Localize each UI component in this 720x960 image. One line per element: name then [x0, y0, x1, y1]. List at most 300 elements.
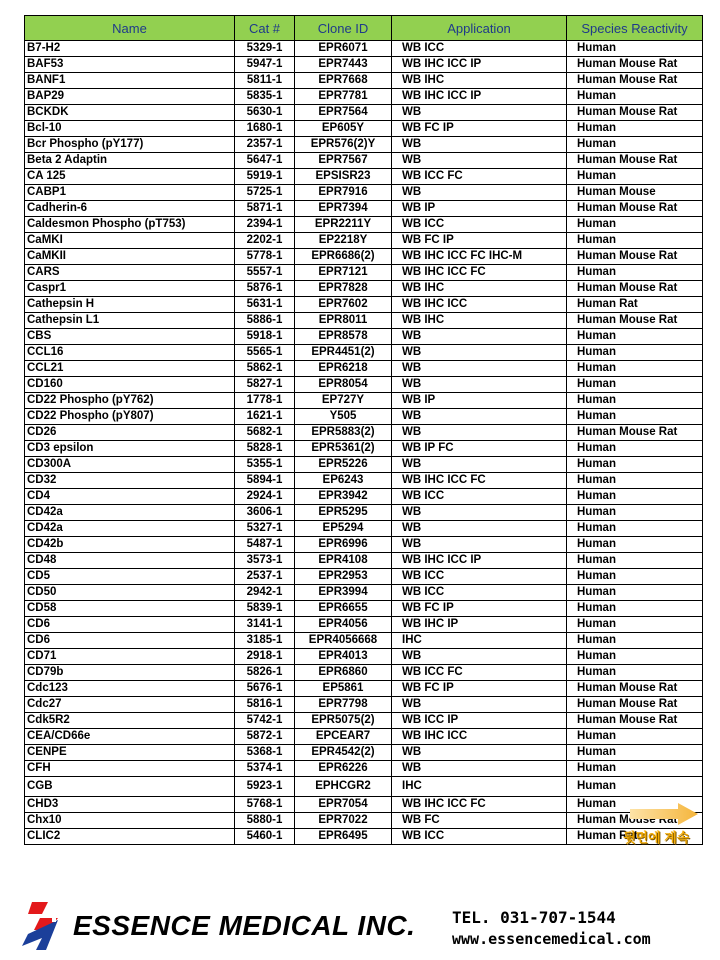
table-row: [25, 313, 703, 329]
species-reactivity-cell: Human: [567, 797, 703, 813]
product-name-cell: CD42b: [25, 537, 235, 553]
application-cell: WB ICC IP: [392, 713, 567, 729]
table-row: [25, 121, 703, 137]
clone-id-cell: EPR7567: [295, 153, 392, 169]
clone-id-cell: EPR6071: [295, 41, 392, 57]
table-row: [25, 713, 703, 729]
clone-id-cell: EPR8054: [295, 377, 392, 393]
cat-number-cell: 3141-1: [235, 617, 295, 633]
application-cell: WB: [392, 457, 567, 473]
product-name-cell: CD22 Phospho (pY807): [25, 409, 235, 425]
clone-id-cell: EPR6996: [295, 537, 392, 553]
clone-id-cell: EP605Y: [295, 121, 392, 137]
clone-id-cell: EPCEAR7: [295, 729, 392, 745]
cat-number-cell: 2202-1: [235, 233, 295, 249]
species-reactivity-cell: Human Mouse Rat: [567, 313, 703, 329]
product-name-cell: Bcr Phospho (pY177): [25, 137, 235, 153]
cat-number-cell: 5676-1: [235, 681, 295, 697]
table-row: [25, 649, 703, 665]
product-name-cell: BAP29: [25, 89, 235, 105]
product-name-cell: CD4: [25, 489, 235, 505]
species-reactivity-cell: Human Rat: [567, 829, 703, 845]
species-reactivity-cell: Human: [567, 633, 703, 649]
table-row: [25, 585, 703, 601]
cat-number-cell: 5557-1: [235, 265, 295, 281]
product-table-container: [24, 15, 702, 845]
cat-number-cell: 5827-1: [235, 377, 295, 393]
product-name-cell: CD48: [25, 553, 235, 569]
species-reactivity-cell: Human: [567, 473, 703, 489]
application-cell: WB IHC ICC FC: [392, 265, 567, 281]
species-reactivity-cell: Human Mouse Rat: [567, 201, 703, 217]
table-row: [25, 329, 703, 345]
application-cell: WB IHC ICC IP: [392, 57, 567, 73]
clone-id-cell: EPR5361(2): [295, 441, 392, 457]
species-reactivity-cell: Human Mouse Rat: [567, 281, 703, 297]
application-cell: WB FC IP: [392, 233, 567, 249]
application-cell: WB: [392, 649, 567, 665]
species-reactivity-cell: Human: [567, 89, 703, 105]
application-cell: WB ICC: [392, 569, 567, 585]
product-name-cell: BANF1: [25, 73, 235, 89]
species-reactivity-cell: Human: [567, 489, 703, 505]
table-row: [25, 153, 703, 169]
table-row: [25, 761, 703, 777]
product-name-cell: CaMKI: [25, 233, 235, 249]
cat-number-cell: 5894-1: [235, 473, 295, 489]
header-name: Name: [25, 16, 235, 41]
table-row: [25, 393, 703, 409]
product-name-cell: Beta 2 Adaptin: [25, 153, 235, 169]
species-reactivity-cell: Human: [567, 345, 703, 361]
product-name-cell: CBS: [25, 329, 235, 345]
clone-id-cell: EPR6218: [295, 361, 392, 377]
application-cell: WB ICC: [392, 829, 567, 845]
product-name-cell: Cadherin-6: [25, 201, 235, 217]
table-row: [25, 617, 703, 633]
product-name-cell: Caspr1: [25, 281, 235, 297]
cat-number-cell: 1621-1: [235, 409, 295, 425]
table-row: [25, 361, 703, 377]
cat-number-cell: 5839-1: [235, 601, 295, 617]
table-row: [25, 377, 703, 393]
header-species-reactivity: Species Reactivity: [567, 16, 703, 41]
species-reactivity-cell: Human: [567, 521, 703, 537]
application-cell: WB: [392, 153, 567, 169]
species-reactivity-cell: Human: [567, 137, 703, 153]
species-reactivity-cell: Human Mouse: [567, 185, 703, 201]
clone-id-cell: Y505: [295, 409, 392, 425]
table-row: [25, 57, 703, 73]
cat-number-cell: 5886-1: [235, 313, 295, 329]
table-row: [25, 553, 703, 569]
cat-number-cell: 5565-1: [235, 345, 295, 361]
cat-number-cell: 5460-1: [235, 829, 295, 845]
application-cell: WB: [392, 409, 567, 425]
clone-id-cell: EPR7916: [295, 185, 392, 201]
product-name-cell: Cdk5R2: [25, 713, 235, 729]
application-cell: WB IHC: [392, 281, 567, 297]
species-reactivity-cell: Human: [567, 329, 703, 345]
cat-number-cell: 5778-1: [235, 249, 295, 265]
species-reactivity-cell: Human: [567, 505, 703, 521]
application-cell: WB: [392, 185, 567, 201]
clone-id-cell: EP5861: [295, 681, 392, 697]
product-name-cell: Cdc123: [25, 681, 235, 697]
table-row: [25, 777, 703, 797]
application-cell: WB: [392, 761, 567, 777]
cat-number-cell: 3573-1: [235, 553, 295, 569]
cat-number-cell: 5835-1: [235, 89, 295, 105]
application-cell: WB: [392, 137, 567, 153]
table-row: [25, 345, 703, 361]
cat-number-cell: 5329-1: [235, 41, 295, 57]
cat-number-cell: 5725-1: [235, 185, 295, 201]
product-name-cell: CABP1: [25, 185, 235, 201]
cat-number-cell: 5742-1: [235, 713, 295, 729]
product-name-cell: Caldesmon Phospho (pT753): [25, 217, 235, 233]
table-row: [25, 697, 703, 713]
cat-number-cell: 5768-1: [235, 797, 295, 813]
header-application: Application: [392, 16, 567, 41]
application-cell: WB IHC ICC FC IHC-M: [392, 249, 567, 265]
clone-id-cell: EPR7394: [295, 201, 392, 217]
application-cell: WB ICC: [392, 217, 567, 233]
product-name-cell: Cathepsin H: [25, 297, 235, 313]
cat-number-cell: 5374-1: [235, 761, 295, 777]
cat-number-cell: 5811-1: [235, 73, 295, 89]
application-cell: WB: [392, 537, 567, 553]
application-cell: WB IP: [392, 201, 567, 217]
species-reactivity-cell: Human: [567, 377, 703, 393]
table-row: [25, 457, 703, 473]
application-cell: WB IHC IP: [392, 617, 567, 633]
product-name-cell: CD71: [25, 649, 235, 665]
website-url: www.essencemedical.com: [452, 930, 651, 948]
species-reactivity-cell: Human: [567, 665, 703, 681]
product-name-cell: CD6: [25, 617, 235, 633]
clone-id-cell: EPR7022: [295, 813, 392, 829]
table-row: [25, 729, 703, 745]
species-reactivity-cell: Human Mouse Rat: [567, 813, 703, 829]
species-reactivity-cell: Human Mouse Rat: [567, 425, 703, 441]
cat-number-cell: 5872-1: [235, 729, 295, 745]
telephone-number: TEL. 031-707-1544: [452, 908, 616, 927]
application-cell: WB IHC ICC: [392, 297, 567, 313]
table-row: [25, 813, 703, 829]
species-reactivity-cell: Human: [567, 265, 703, 281]
table-body: [25, 41, 703, 845]
table-row: [25, 521, 703, 537]
table-row: [25, 633, 703, 649]
cat-number-cell: 2942-1: [235, 585, 295, 601]
species-reactivity-cell: Human: [567, 729, 703, 745]
product-name-cell: Chx10: [25, 813, 235, 829]
product-name-cell: CD160: [25, 377, 235, 393]
clone-id-cell: EPR3994: [295, 585, 392, 601]
application-cell: WB FC IP: [392, 681, 567, 697]
table-row: [25, 569, 703, 585]
product-name-cell: CD32: [25, 473, 235, 489]
clone-id-cell: EPR6655: [295, 601, 392, 617]
clone-id-cell: EPR7668: [295, 73, 392, 89]
table-row: [25, 249, 703, 265]
clone-id-cell: EPR5883(2): [295, 425, 392, 441]
cat-number-cell: 5630-1: [235, 105, 295, 121]
product-name-cell: CFH: [25, 761, 235, 777]
product-name-cell: CGB: [25, 777, 235, 797]
company-name: ESSENCE MEDICAL INC.: [73, 910, 416, 941]
cat-number-cell: 2357-1: [235, 137, 295, 153]
table-row: [25, 265, 703, 281]
clone-id-cell: EPSISR23: [295, 169, 392, 185]
cat-number-cell: 5487-1: [235, 537, 295, 553]
application-cell: WB: [392, 425, 567, 441]
product-name-cell: Cathepsin L1: [25, 313, 235, 329]
table-row: [25, 169, 703, 185]
clone-id-cell: EPR8011: [295, 313, 392, 329]
clone-id-cell: EPR7798: [295, 697, 392, 713]
table-row: [25, 681, 703, 697]
species-reactivity-cell: Human Mouse Rat: [567, 697, 703, 713]
product-name-cell: CEA/CD66e: [25, 729, 235, 745]
application-cell: WB IHC ICC FC: [392, 797, 567, 813]
product-name-cell: Bcl-10: [25, 121, 235, 137]
antibody-product-table: [24, 15, 703, 845]
application-cell: IHC: [392, 777, 567, 797]
table-row: [25, 137, 703, 153]
species-reactivity-cell: Human: [567, 761, 703, 777]
species-reactivity-cell: Human Mouse Rat: [567, 105, 703, 121]
product-name-cell: CD50: [25, 585, 235, 601]
cat-number-cell: 5816-1: [235, 697, 295, 713]
cat-number-cell: 5919-1: [235, 169, 295, 185]
product-name-cell: CENPE: [25, 745, 235, 761]
footer: [0, 896, 720, 960]
clone-id-cell: EPR7054: [295, 797, 392, 813]
cat-number-cell: 1778-1: [235, 393, 295, 409]
cat-number-cell: 2537-1: [235, 569, 295, 585]
table-row: [25, 233, 703, 249]
application-cell: WB FC IP: [392, 121, 567, 137]
species-reactivity-cell: Human: [567, 217, 703, 233]
cat-number-cell: 5828-1: [235, 441, 295, 457]
table-row: [25, 441, 703, 457]
clone-id-cell: EPR4013: [295, 649, 392, 665]
clone-id-cell: EP2218Y: [295, 233, 392, 249]
species-reactivity-cell: Human: [567, 393, 703, 409]
application-cell: WB FC: [392, 813, 567, 829]
cat-number-cell: 5682-1: [235, 425, 295, 441]
species-reactivity-cell: Human Mouse Rat: [567, 57, 703, 73]
product-name-cell: CLIC2: [25, 829, 235, 845]
application-cell: WB ICC FC: [392, 665, 567, 681]
species-reactivity-cell: Human: [567, 233, 703, 249]
cat-number-cell: 5880-1: [235, 813, 295, 829]
application-cell: WB: [392, 345, 567, 361]
table-row: [25, 41, 703, 57]
application-cell: WB IP FC: [392, 441, 567, 457]
application-cell: WB FC IP: [392, 601, 567, 617]
table-row: [25, 505, 703, 521]
species-reactivity-cell: Human: [567, 617, 703, 633]
species-reactivity-cell: Human: [567, 169, 703, 185]
species-reactivity-cell: Human: [567, 649, 703, 665]
table-row: [25, 89, 703, 105]
application-cell: WB IP: [392, 393, 567, 409]
species-reactivity-cell: Human Rat: [567, 297, 703, 313]
table-row: [25, 201, 703, 217]
product-name-cell: CD3 epsilon: [25, 441, 235, 457]
species-reactivity-cell: Human: [567, 569, 703, 585]
species-reactivity-cell: Human Mouse Rat: [567, 73, 703, 89]
species-reactivity-cell: Human Mouse Rat: [567, 713, 703, 729]
clone-id-cell: EPR3942: [295, 489, 392, 505]
cat-number-cell: 5368-1: [235, 745, 295, 761]
application-cell: WB: [392, 521, 567, 537]
species-reactivity-cell: Human: [567, 537, 703, 553]
continued-on-back-note: 뒷면에 계속: [623, 830, 690, 845]
product-name-cell: CD42a: [25, 521, 235, 537]
application-cell: WB ICC: [392, 41, 567, 57]
application-cell: WB ICC FC: [392, 169, 567, 185]
cat-number-cell: 5923-1: [235, 777, 295, 797]
product-name-cell: CD22 Phospho (pY762): [25, 393, 235, 409]
cat-number-cell: 5826-1: [235, 665, 295, 681]
clone-id-cell: EPR6495: [295, 829, 392, 845]
species-reactivity-cell: Human: [567, 361, 703, 377]
species-reactivity-cell: Human Mouse Rat: [567, 681, 703, 697]
clone-id-cell: EP727Y: [295, 393, 392, 409]
cat-number-cell: 1680-1: [235, 121, 295, 137]
application-cell: WB: [392, 745, 567, 761]
cat-number-cell: 5355-1: [235, 457, 295, 473]
application-cell: WB ICC: [392, 585, 567, 601]
species-reactivity-cell: Human: [567, 41, 703, 57]
clone-id-cell: EPR7121: [295, 265, 392, 281]
clone-id-cell: EPR5226: [295, 457, 392, 473]
company-logo-icon: [18, 900, 78, 952]
product-name-cell: B7-H2: [25, 41, 235, 57]
product-name-cell: CD42a: [25, 505, 235, 521]
application-cell: WB IHC: [392, 73, 567, 89]
product-name-cell: CaMKII: [25, 249, 235, 265]
clone-id-cell: EP6243: [295, 473, 392, 489]
cat-number-cell: 5871-1: [235, 201, 295, 217]
clone-id-cell: EPR4451(2): [295, 345, 392, 361]
application-cell: WB IHC ICC: [392, 729, 567, 745]
species-reactivity-cell: Human: [567, 585, 703, 601]
application-cell: WB IHC ICC IP: [392, 89, 567, 105]
cat-number-cell: 5862-1: [235, 361, 295, 377]
cat-number-cell: 5647-1: [235, 153, 295, 169]
product-name-cell: CCL16: [25, 345, 235, 361]
product-name-cell: CD26: [25, 425, 235, 441]
header-clone-id: Clone ID: [295, 16, 392, 41]
cat-number-cell: 5876-1: [235, 281, 295, 297]
species-reactivity-cell: Human Mouse Rat: [567, 249, 703, 265]
clone-id-cell: EPR6860: [295, 665, 392, 681]
table-row: [25, 473, 703, 489]
table-row: [25, 425, 703, 441]
product-name-cell: CARS: [25, 265, 235, 281]
table-row: [25, 185, 703, 201]
species-reactivity-cell: Human: [567, 121, 703, 137]
cat-number-cell: 2918-1: [235, 649, 295, 665]
species-reactivity-cell: Human: [567, 441, 703, 457]
product-name-cell: CD5: [25, 569, 235, 585]
clone-id-cell: EPR7564: [295, 105, 392, 121]
table-row: [25, 489, 703, 505]
product-name-cell: CHD3: [25, 797, 235, 813]
clone-id-cell: EPR576(2)Y: [295, 137, 392, 153]
clone-id-cell: EPR8578: [295, 329, 392, 345]
table-row: [25, 281, 703, 297]
cat-number-cell: 5327-1: [235, 521, 295, 537]
table-header-row: [25, 16, 703, 41]
clone-id-cell: EPR4108: [295, 553, 392, 569]
cat-number-cell: 5918-1: [235, 329, 295, 345]
species-reactivity-cell: Human: [567, 409, 703, 425]
clone-id-cell: EP5294: [295, 521, 392, 537]
application-cell: WB: [392, 361, 567, 377]
table-row: [25, 829, 703, 845]
clone-id-cell: EPR5075(2): [295, 713, 392, 729]
clone-id-cell: EPR2953: [295, 569, 392, 585]
application-cell: WB: [392, 697, 567, 713]
application-cell: WB: [392, 329, 567, 345]
cat-number-cell: 3185-1: [235, 633, 295, 649]
cat-number-cell: 5947-1: [235, 57, 295, 73]
species-reactivity-cell: Human: [567, 745, 703, 761]
table-row: [25, 665, 703, 681]
product-name-cell: Cdc27: [25, 697, 235, 713]
application-cell: IHC: [392, 633, 567, 649]
table-row: [25, 409, 703, 425]
table-row: [25, 73, 703, 89]
clone-id-cell: EPR2211Y: [295, 217, 392, 233]
table-row: [25, 797, 703, 813]
product-name-cell: CD79b: [25, 665, 235, 681]
clone-id-cell: EPR4542(2): [295, 745, 392, 761]
species-reactivity-cell: Human: [567, 777, 703, 797]
cat-number-cell: 2924-1: [235, 489, 295, 505]
cat-number-cell: 3606-1: [235, 505, 295, 521]
clone-id-cell: EPR6686(2): [295, 249, 392, 265]
clone-id-cell: EPR7602: [295, 297, 392, 313]
continued-arrow-icon: [630, 803, 700, 825]
table-row: [25, 537, 703, 553]
table-row: [25, 745, 703, 761]
clone-id-cell: EPR6226: [295, 761, 392, 777]
clone-id-cell: EPR7828: [295, 281, 392, 297]
species-reactivity-cell: Human: [567, 601, 703, 617]
application-cell: WB IHC: [392, 313, 567, 329]
clone-id-cell: EPR5295: [295, 505, 392, 521]
product-name-cell: CD6: [25, 633, 235, 649]
species-reactivity-cell: Human: [567, 553, 703, 569]
application-cell: WB: [392, 377, 567, 393]
application-cell: WB: [392, 505, 567, 521]
product-name-cell: CCL21: [25, 361, 235, 377]
product-name-cell: CA 125: [25, 169, 235, 185]
header-cat-number: Cat #: [235, 16, 295, 41]
application-cell: WB ICC: [392, 489, 567, 505]
clone-id-cell: EPR4056668: [295, 633, 392, 649]
table-row: [25, 297, 703, 313]
clone-id-cell: EPHCGR2: [295, 777, 392, 797]
clone-id-cell: EPR7443: [295, 57, 392, 73]
